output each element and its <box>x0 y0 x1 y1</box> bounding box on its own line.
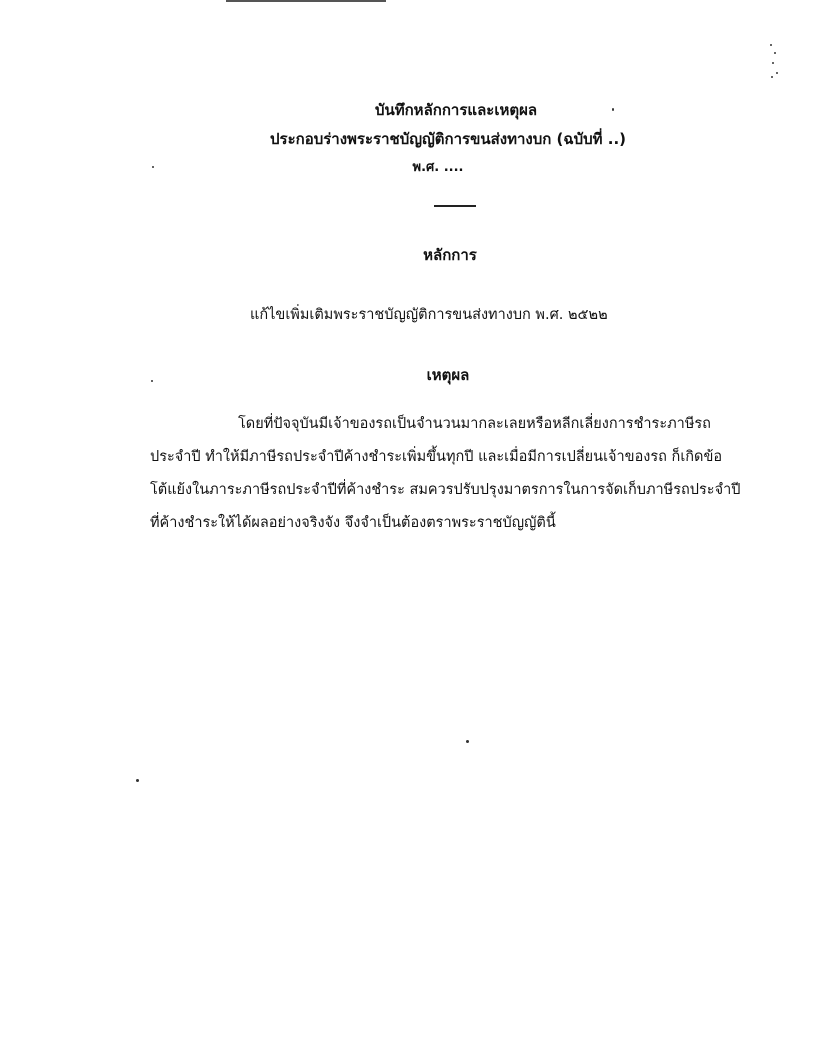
scan-edge-marks <box>770 44 786 84</box>
principle-text: แก้ไขเพิ่มเติมพระราชบัญญัติการขนส่งทางบก พ.ศ. ๒๕๒๒ <box>250 307 608 323</box>
reason-line: ประจำปี ทำให้มีภาษีรถประจำปีค้างชำระเพิ่มขึ้นทุกปี และเมื่อมีการเปลี่ยนเจ้าของรถ ก็เกิดข้อ <box>150 449 723 465</box>
principle-heading: หลักการ <box>423 246 477 264</box>
scan-speck <box>466 740 469 743</box>
title-separator <box>434 205 476 207</box>
scan-speck <box>151 380 153 382</box>
scan-speck <box>136 779 139 782</box>
top-scan-rule <box>226 0 386 2</box>
reason-heading: เหตุผล <box>426 366 470 384</box>
reason-line: โดยที่ปัจจุบันมีเจ้าของรถเป็นจำนวนมากละเลยหรือหลีกเลี่ยงการชำระภาษีรถ <box>238 416 711 432</box>
reason-line: โต้แย้งในภาระภาษีรถประจำปีที่ค้างชำระ สมควรปรับปรุงมาตรการในการจัดเก็บภาษีรถประจำปี <box>150 482 741 498</box>
reason-line: ที่ค้างชำระให้ได้ผลอย่างจริงจัง จึงจำเป็นต้องตราพระราชบัญญัตินี้ <box>150 515 556 531</box>
memo-subtitle: ประกอบร่างพระราชบัญญัติการขนส่งทางบก (ฉบับที่ ..) <box>269 130 627 148</box>
memo-year-line: พ.ศ. .... <box>412 160 464 175</box>
scan-speck <box>152 166 154 168</box>
reason-paragraph <box>150 408 741 540</box>
memo-title: บันทึกหลักการและเหตุผล <box>374 101 538 119</box>
scan-speck <box>612 108 614 111</box>
